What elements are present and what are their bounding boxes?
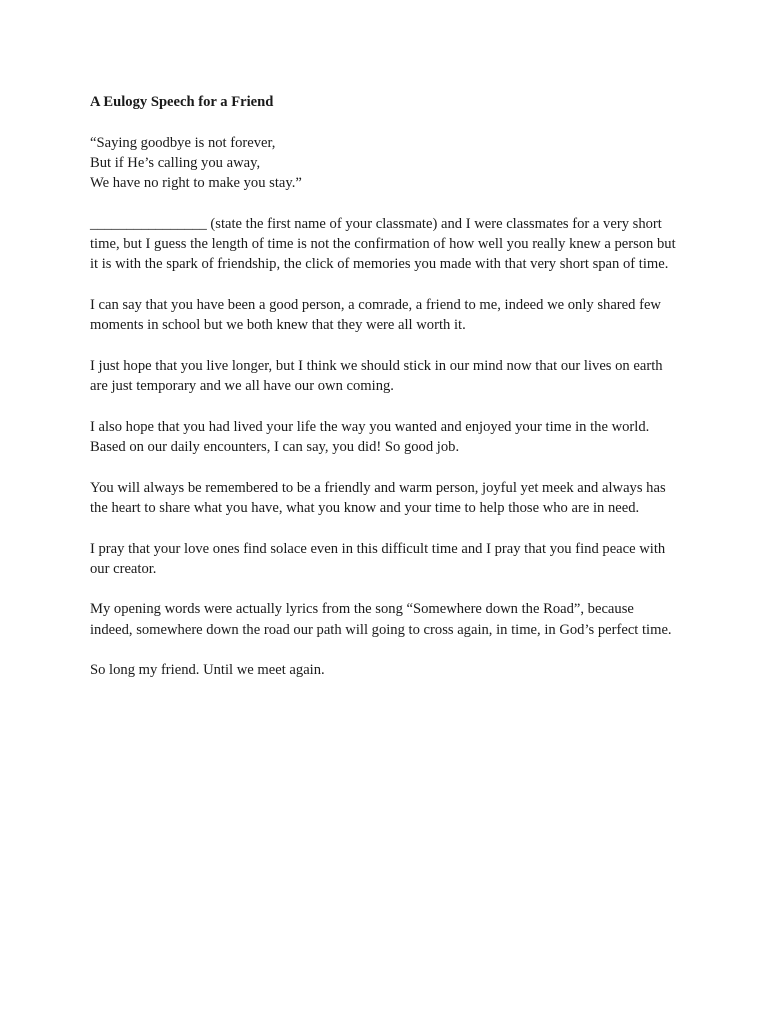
- paragraph: I pray that your love ones find solace even in this difficult time and I pray that you find peace with our creator.: [90, 540, 666, 577]
- document-page: [90, 92, 680, 701]
- paragraph: I also hope that you had lived your life the way you wanted and enjoyed your time in the world. Based on our daily encounters, I can say, you did! So good job.: [90, 418, 650, 456]
- poem-line: “Saying goodbye is not forever,: [90, 134, 276, 151]
- poem-line: But if He’s calling you away,: [90, 154, 261, 171]
- opening-poem: [90, 133, 680, 194]
- paragraph: I just hope that you live longer, but I think we should stick in our mind now that our lives on earth are just temporary and we all have our own coming.: [90, 357, 663, 395]
- paragraph: You will always be remembered to be a friendly and warm person, joyful yet meek and always has the heart to share what you have, what you know and your time to help those who are in need.: [90, 479, 666, 516]
- document-title: A Eulogy Speech for a Friend: [90, 94, 274, 110]
- closing-line: So long my friend. Until we meet again.: [90, 662, 325, 679]
- paragraph: My opening words were actually lyrics from the song “Somewhere down the Road”, because indeed, somewhere down the road our path will going to cross again, in time, in God’s perfect time.: [90, 601, 672, 638]
- poem-line: We have no right to make you stay.”: [90, 175, 302, 192]
- paragraph: ________________ (state the first name of your classmate) and I were classmates for a very short time, but I guess the length of time is not the confirmation of how well you really knew a person but it is with the spark of friendship, the click of memories you made with that very short span of time.: [90, 215, 676, 273]
- paragraph: I can say that you have been a good person, a comrade, a friend to me, indeed we only shared few moments in school but we both knew that they were all worth it.: [90, 296, 661, 334]
